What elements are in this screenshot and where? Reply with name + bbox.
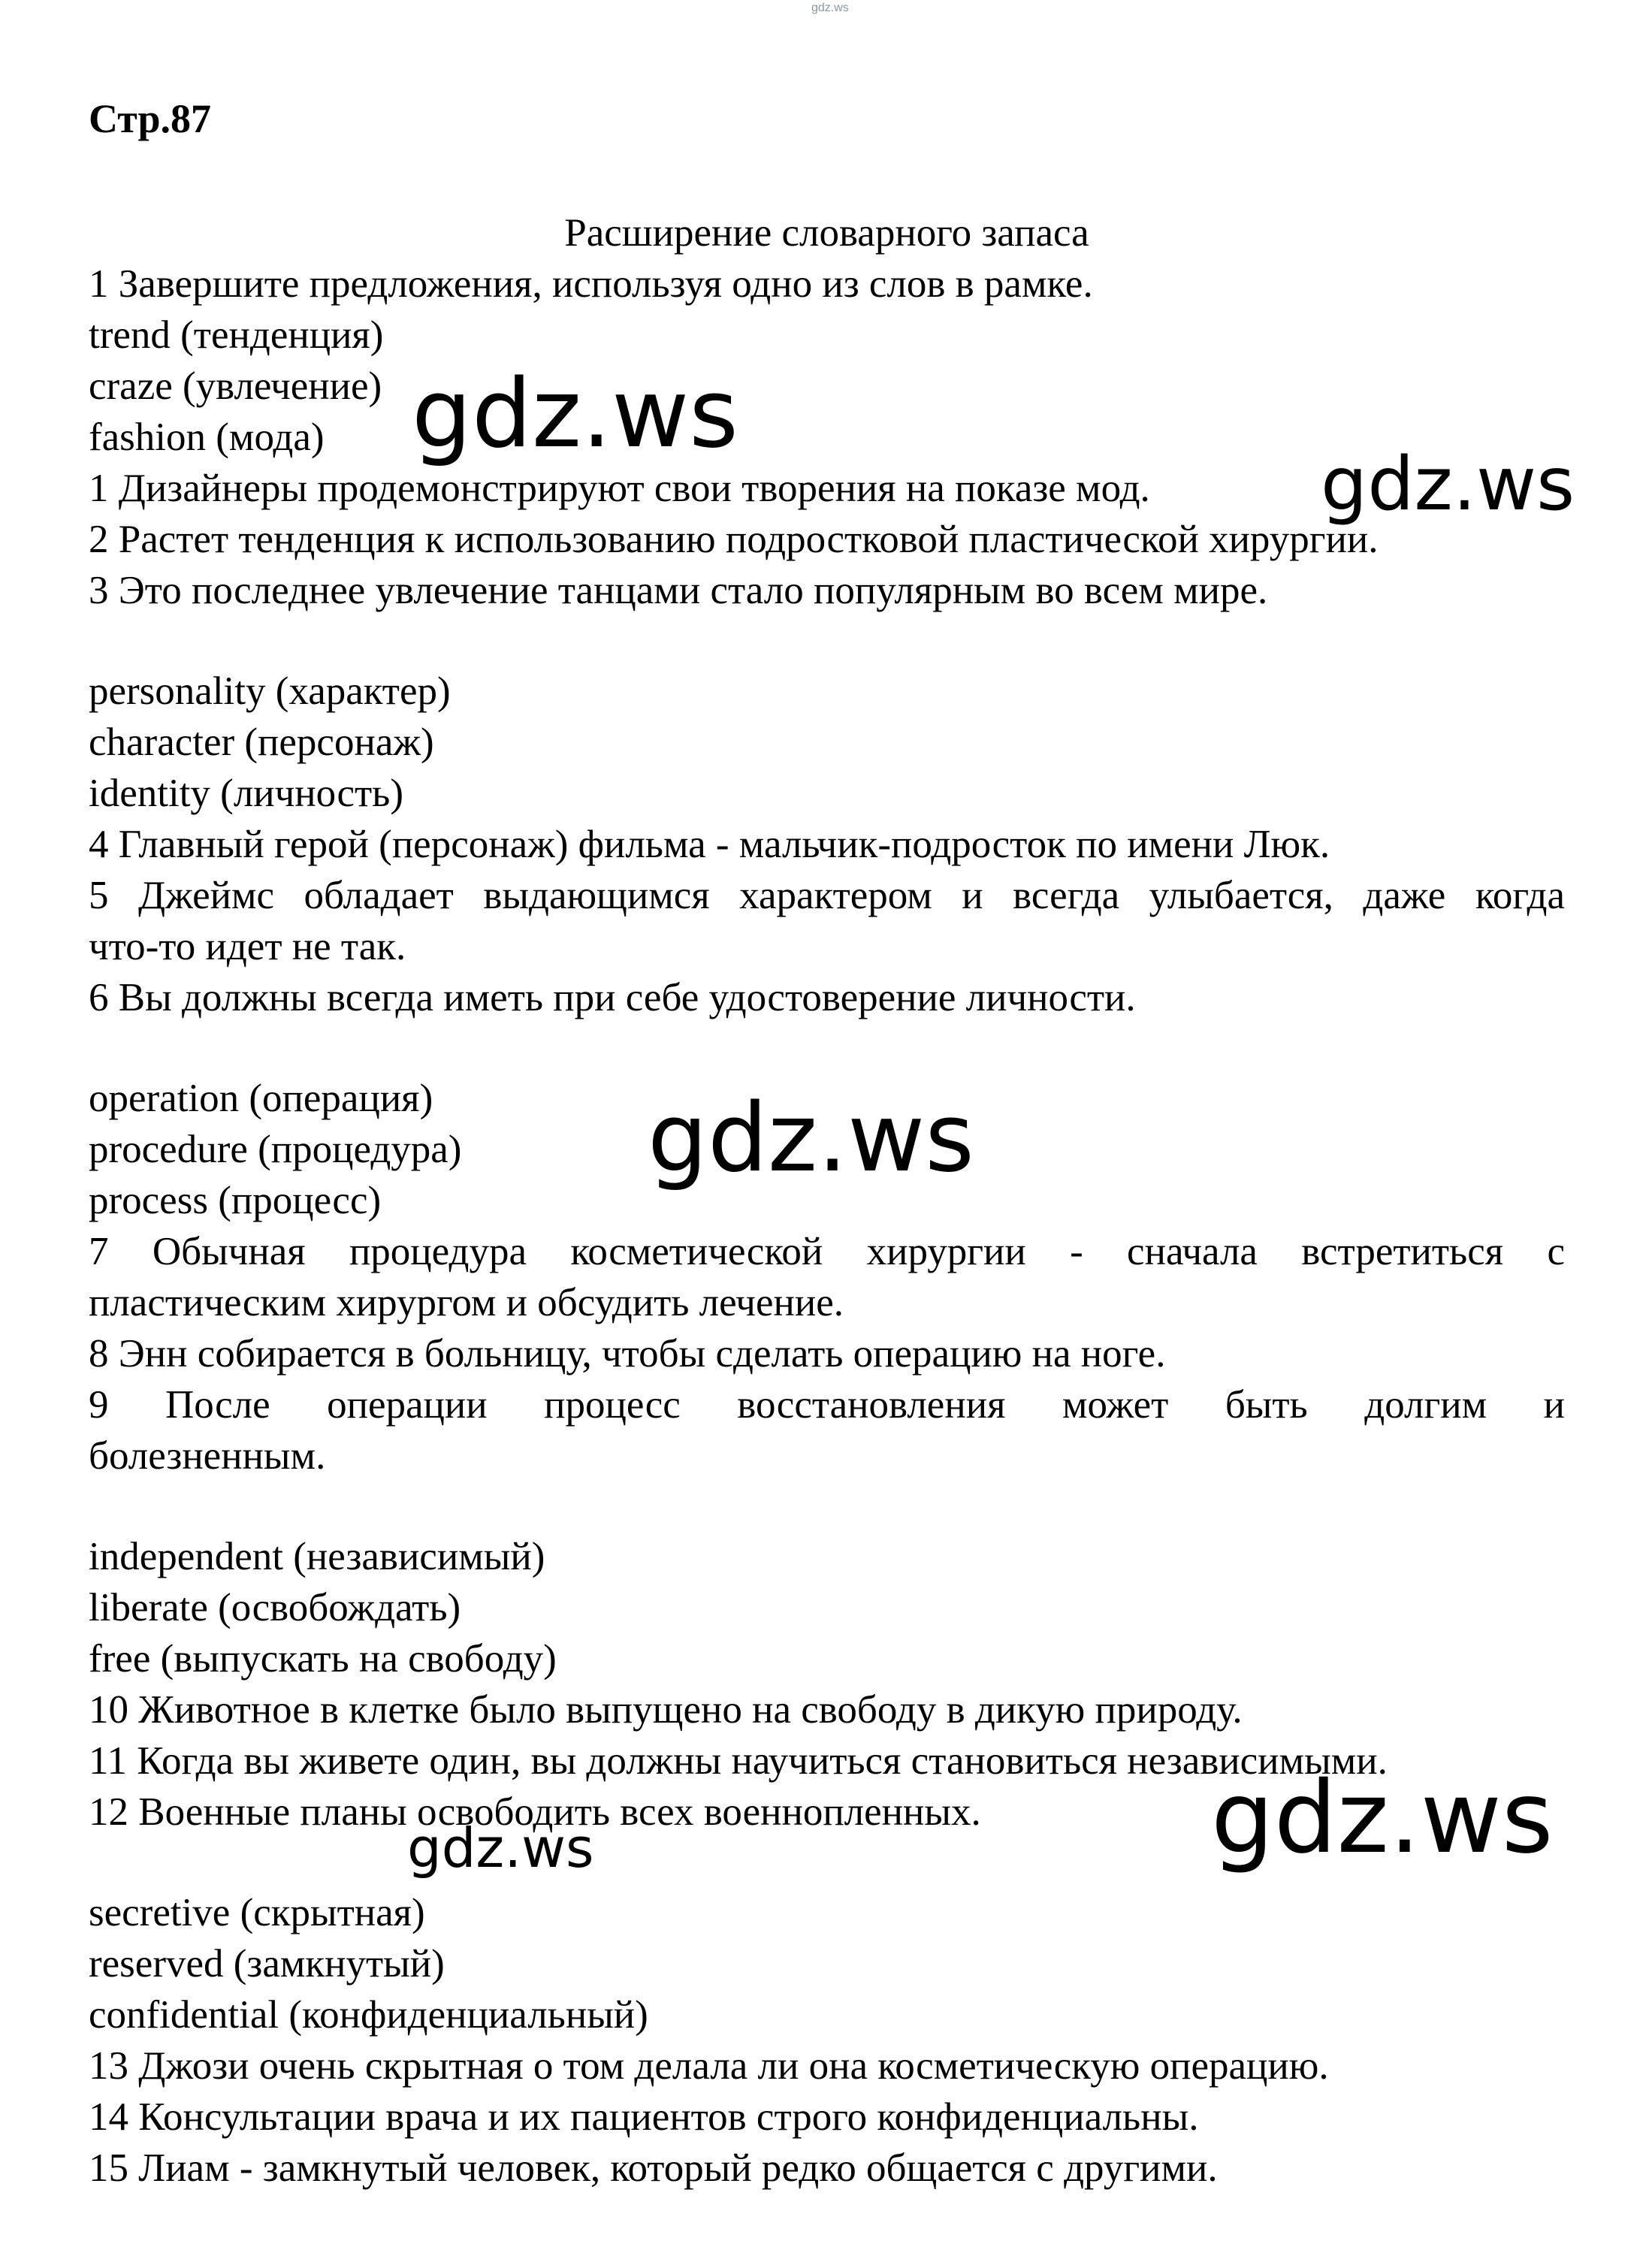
word-item: character (персонаж) [89, 720, 434, 764]
answer-sentence: 2 Растет тенденция к использованию подростковой пластической хирургии. [89, 518, 1379, 561]
watermark-gdz: gdz.ws [1211, 1760, 1554, 1876]
group-spacer [89, 1481, 1565, 1531]
group-spacer [89, 616, 1565, 666]
answer-sentence: 8 Энн собирается в больницу, чтобы сделать операцию на ноге. [89, 1332, 1166, 1376]
word-item: craze (увлечение) [89, 364, 382, 408]
word-group-5 [89, 1887, 1565, 2194]
answer-sentence: 6 Вы должны всегда иметь при себе удостоверение личности. [89, 976, 1136, 1019]
word-item: independent (независимый) [89, 1535, 545, 1578]
word-item: fashion (мода) [89, 415, 325, 459]
answer-sentence-continuation: болезненным. [89, 1434, 326, 1478]
answer-sentence: 1 Дизайнеры продемонстрируют свои творения на показе мод. [89, 467, 1150, 510]
word-item: free (выпускать на свободу) [89, 1637, 557, 1681]
top-watermark: gdz.ws [811, 2, 849, 14]
answer-sentence: 9 После операции процесс восстановления может быть долгим и [89, 1383, 1565, 1427]
task-instruction: 1 Завершите предложения, используя одно из слов в рамке. [89, 262, 1093, 306]
word-item: reserved (замкнутый) [89, 1942, 445, 1986]
answer-sentence: 15 Лиам - замкнутый человек, который редко общается с другими. [89, 2146, 1218, 2190]
word-item: trend (тенденция) [89, 313, 384, 357]
answer-sentence-continuation: что-то идет не так. [89, 925, 406, 968]
answer-sentence: 13 Джози очень скрытная о том делала ли она косметическую операцию. [89, 2044, 1329, 2088]
answer-sentence-continuation: пластическим хирургом и обсудить лечение. [89, 1281, 844, 1324]
section-title: Расширение словарного запаса [564, 211, 1089, 255]
word-group-2 [89, 666, 1565, 1023]
page-number: Стр.87 [89, 96, 212, 141]
answer-sentence: 10 Животное в клетке было выпущено на свободу в дикую природу. [89, 1688, 1243, 1732]
word-item: confidential (конфиденциальный) [89, 1993, 648, 2037]
watermark-gdz: gdz.ws [648, 1083, 974, 1193]
word-item: identity (личность) [89, 772, 403, 815]
answer-sentence: 12 Военные планы освободить всех военнопленных. [89, 1790, 981, 1834]
answer-sentence: 5 Джеймс обладает выдающимся характером и всегда улыбается, даже когда [89, 874, 1565, 917]
word-item: liberate (освобождать) [89, 1586, 461, 1629]
answer-sentence: 14 Консультации врача и их пациентов строго конфиденциальны. [89, 2095, 1199, 2139]
watermark-gdz: gdz.ws [1321, 442, 1575, 527]
watermark-gdz: gdz.ws [412, 358, 738, 469]
word-item: operation (операция) [89, 1077, 433, 1120]
answer-sentence: 4 Главный герой (персонаж) фильма - мальчик-подросток по имени Люк. [89, 823, 1330, 866]
answer-sentence: 3 Это последнее увлечение танцами стало популярным во всем мире. [89, 569, 1268, 612]
word-item: secretive (скрытная) [89, 1891, 425, 1934]
word-item: process (процесс) [89, 1179, 382, 1222]
word-item: personality (характер) [89, 669, 451, 713]
answer-sentence: 7 Обычная процедура косметической хирургии - сначала встретиться с [89, 1230, 1565, 1273]
watermark-gdz: gdz.ws [407, 1817, 594, 1880]
group-spacer [89, 1023, 1565, 1073]
answer-sentence: 11 Когда вы живете один, вы должны научиться становиться независимыми. [89, 1739, 1388, 1783]
word-item: procedure (процедура) [89, 1128, 462, 1171]
